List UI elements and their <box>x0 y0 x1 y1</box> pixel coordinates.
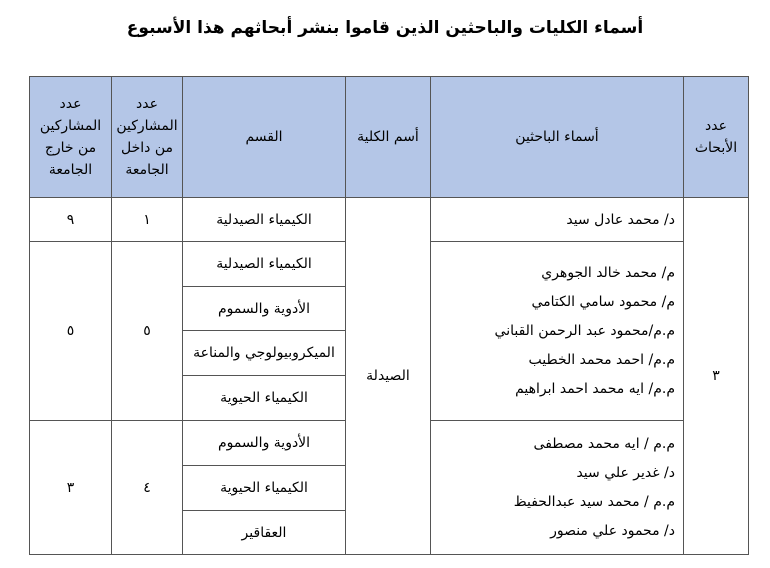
department-cell: الميكروبيولوجي والمناعة <box>183 331 346 376</box>
header-researcher-names: أسماء الباحثين <box>431 77 684 198</box>
department-cell: الكيمياء الصيدلية <box>183 242 346 287</box>
researcher-name: م.م / ايه محمد مصطفى <box>533 435 675 452</box>
researcher-names-cell <box>431 421 684 555</box>
researcher-name: م.م/ احمد محمد الخطيب <box>528 351 675 368</box>
researcher-name: د/ غدير علي سيد <box>576 464 675 481</box>
table-row <box>30 198 749 242</box>
research-count-value: ٣ <box>684 198 749 555</box>
researcher-name: م.م/ ايه محمد احمد ابراهيم <box>515 380 675 397</box>
research-table <box>29 76 749 555</box>
participants-inside-value: ١ <box>112 198 183 242</box>
department-cell: الكيمياء الحيوية <box>183 376 346 421</box>
participants-outside-value: ٣ <box>30 421 112 555</box>
department-cell: العقاقير <box>183 511 346 555</box>
header-participants-inside: عدد المشاركين من داخل الجامعة <box>112 77 183 198</box>
researcher-name: م.م/محمود عبد الرحمن القباني <box>494 322 675 339</box>
participants-outside-value: ٩ <box>30 198 112 242</box>
participants-inside-value: ٤ <box>112 421 183 555</box>
participants-outside-value: ٥ <box>30 242 112 421</box>
header-college-name: أسم الكلية <box>346 77 431 198</box>
researcher-name: د/ محمد عادل سيد <box>566 211 675 228</box>
researcher-names-cell <box>431 198 684 242</box>
department-cell: الكيمياء الحيوية <box>183 466 346 511</box>
header-research-count: عدد الأبحاث <box>684 77 749 198</box>
page-title: أسماء الكليات والباحثين الذين قاموا بنشر أبحاثهم هذا الأسبوع <box>126 18 644 38</box>
department-cell: الأدوية والسموم <box>183 287 346 331</box>
college-name-value: الصيدلة <box>346 198 431 555</box>
header-participants-outside: عدد المشاركين من خارج الجامعة <box>30 77 112 198</box>
header-department: القسم <box>183 77 346 198</box>
header-row <box>30 77 749 198</box>
researcher-name: د/ محمود علي منصور <box>550 522 675 539</box>
department-cell: الأدوية والسموم <box>183 421 346 466</box>
researcher-name: م/ محمود سامي الكتامي <box>531 293 675 310</box>
researcher-name: م/ محمد خالد الجوهري <box>541 264 675 281</box>
researcher-name: م.م / محمد سيد عبدالحفيظ <box>513 493 675 510</box>
participants-inside-value: ٥ <box>112 242 183 421</box>
researcher-names-cell <box>431 242 684 421</box>
department-cell: الكيمياء الصيدلية <box>183 198 346 242</box>
